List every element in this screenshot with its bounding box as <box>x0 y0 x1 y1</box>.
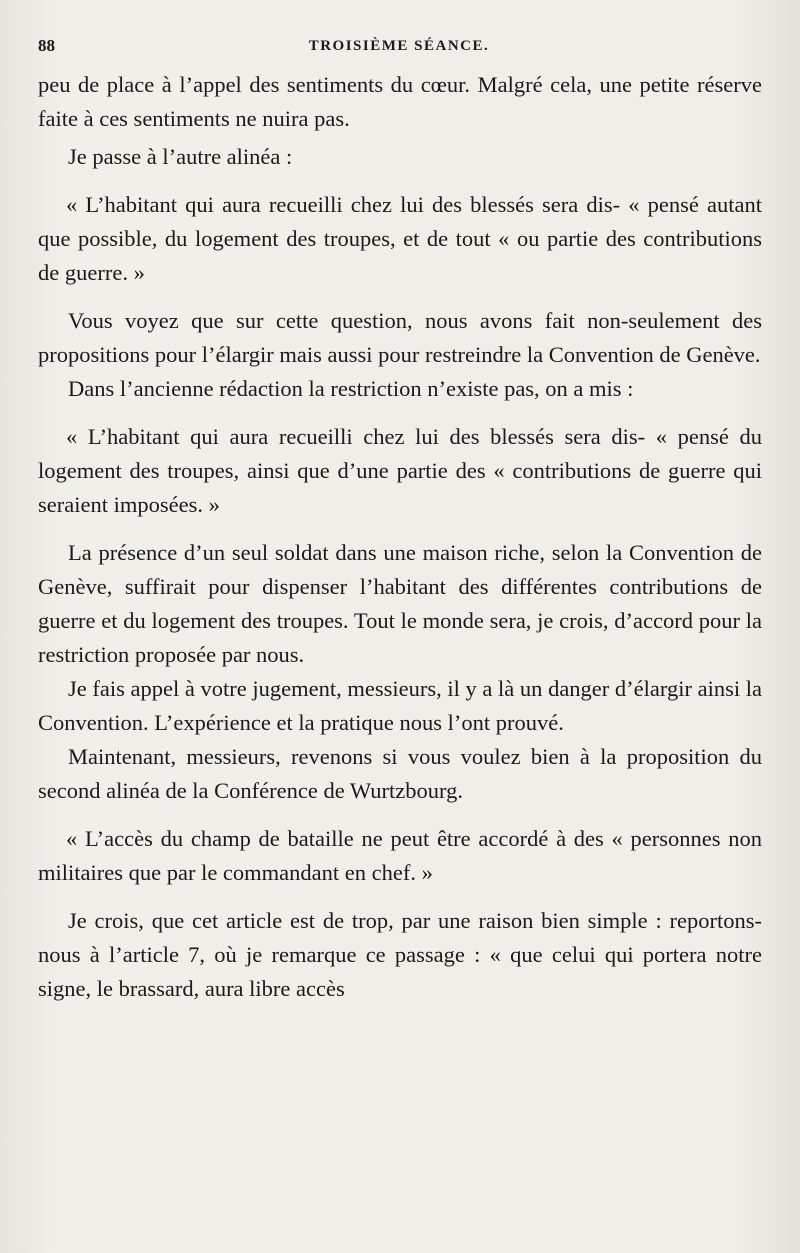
quotation: « L’accès du champ de bataille ne peut être accordé à des « personnes non militaires que par le commandant en chef. » <box>38 826 762 885</box>
paragraph: Je crois, que cet article est de trop, par une raison bien simple : reportons-nous à l’article 7, où je remarque ce passage : « que celui qui portera notre signe, le brassard, aura libre accès <box>38 908 762 1001</box>
quotation: « L’habitant qui aura recueilli chez lui des blessés sera dis- « pensé du logement des troupes, ainsi que d’une partie des « contributions de guerre qui seraient imposées. » <box>38 424 762 517</box>
page-number: 88 <box>38 36 55 55</box>
paragraph: peu de place à l’appel des sentiments du cœur. Malgré cela, une petite réserve faite à ces sentiments ne nuira pas. <box>38 72 762 131</box>
paragraph: Vous voyez que sur cette question, nous avons fait non-seulement des propositions pour l’élargir mais aussi pour restreindre la Convention de Genève. <box>38 308 762 367</box>
paragraph: Je fais appel à votre jugement, messieurs, il y a là un danger d’élargir ainsi la Convention. L’expérience et la pratique nous l’ont prouvé. <box>38 676 762 735</box>
body-text <box>38 68 762 1006</box>
page-header <box>38 36 760 60</box>
paragraph: Dans l’ancienne rédaction la restriction n’existe pas, on a mis : <box>68 376 634 401</box>
running-title: TROISIÈME SÉANCE. <box>308 38 490 54</box>
quotation: « L’habitant qui aura recueilli chez lui des blessés sera dis- « pensé autant que possible, du logement des troupes, et de tout « ou partie des contributions de guerre. » <box>38 192 762 285</box>
paragraph: La présence d’un seul soldat dans une maison riche, selon la Convention de Genève, suffirait pour dispenser l’habitant des différentes contributions de guerre et du logement des troupes. Tout le monde sera, je crois, d’accord pour la restriction proposée par nous. <box>38 540 762 667</box>
paragraph: Maintenant, messieurs, revenons si vous voulez bien à la proposition du second alinéa de la Conférence de Wurtzbourg. <box>38 744 762 803</box>
paragraph: Je passe à l’autre alinéa : <box>68 144 293 169</box>
